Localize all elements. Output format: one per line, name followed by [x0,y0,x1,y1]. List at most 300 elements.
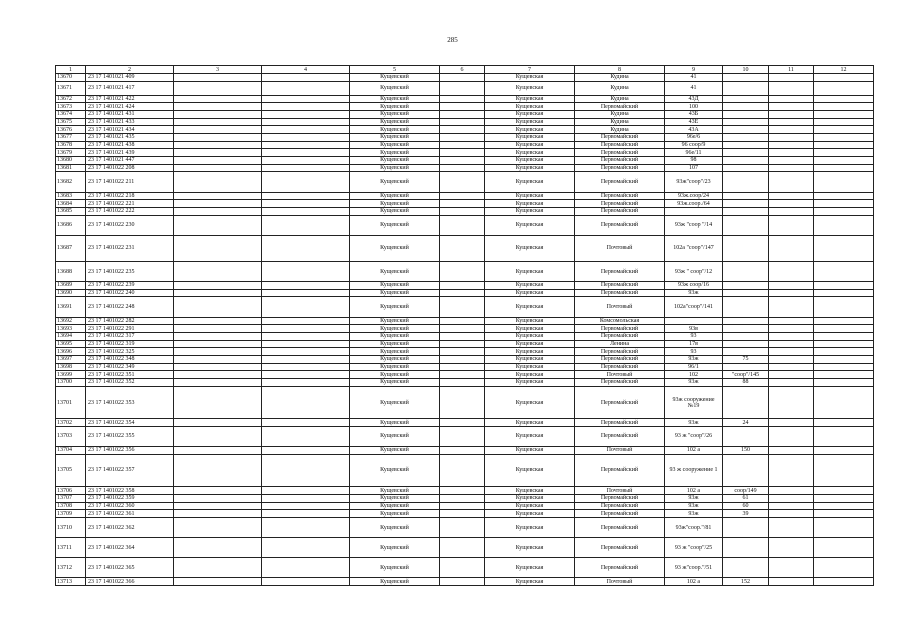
table-row [56,578,874,586]
empty-cell [174,494,262,502]
district: Кущевский [350,502,440,510]
column-header: 3 [174,66,262,74]
cadastral-code: 23 17 1401022 358 [86,487,174,495]
row-id: 13703 [56,426,86,446]
empty-cell [769,332,814,340]
house-number: 96/1 [665,363,723,371]
district: Кущевский [350,200,440,208]
empty-cell [814,356,874,364]
empty-cell [174,363,262,371]
house-number: 93ж соор/16 [665,282,723,290]
empty-cell [440,558,485,578]
row-id: 13676 [56,126,86,134]
cadastral-code: 23 17 1401022 348 [86,356,174,364]
settlement: Кущевская [485,74,575,82]
district: Кущевский [350,348,440,356]
cadastral-code: 23 17 1401021 447 [86,157,174,165]
street: Первомайский [575,157,665,165]
table-row [56,215,874,235]
empty-cell [262,215,350,235]
row-id: 13683 [56,192,86,200]
empty-cell [174,200,262,208]
settlement: Кущевская [485,192,575,200]
settlement: Кущевская [485,419,575,427]
extra-number [723,157,769,165]
district: Кущевский [350,149,440,157]
row-id: 13704 [56,447,86,455]
table-row [56,317,874,325]
empty-cell [440,356,485,364]
settlement: Кущевская [485,325,575,333]
settlement: Кущевская [485,95,575,103]
empty-cell [440,487,485,495]
settlement: Кущевская [485,262,575,282]
empty-cell [814,558,874,578]
extra-number [723,538,769,558]
table-row [56,126,874,134]
empty-cell [262,517,350,537]
house-number: 93 ж"соор."/51 [665,558,723,578]
empty-cell [174,332,262,340]
empty-cell [174,103,262,111]
street: Первомайский [575,454,665,487]
row-id: 13678 [56,141,86,149]
table-row [56,235,874,261]
column-header: 5 [350,66,440,74]
page-number: 285 [447,36,458,44]
row-id: 13674 [56,110,86,118]
settlement: Кущевская [485,454,575,487]
district: Кущевский [350,118,440,126]
empty-cell [814,386,874,419]
table-row [56,454,874,487]
empty-cell [769,200,814,208]
empty-cell [262,332,350,340]
empty-cell [174,215,262,235]
empty-cell [769,363,814,371]
settlement: Кущевская [485,348,575,356]
empty-cell [769,172,814,192]
empty-cell [174,81,262,95]
extra-number [723,332,769,340]
street: Первомайский [575,192,665,200]
extra-number [723,200,769,208]
row-id: 13702 [56,419,86,427]
settlement: Кущевская [485,215,575,235]
cadastral-code: 23 17 1401022 291 [86,325,174,333]
settlement: Кущевская [485,164,575,172]
empty-cell [174,134,262,142]
empty-cell [769,426,814,446]
empty-cell [769,502,814,510]
empty-cell [440,282,485,290]
empty-cell [769,95,814,103]
table-row [56,487,874,495]
street: Первомайский [575,348,665,356]
settlement: Кущевская [485,386,575,419]
empty-cell [174,141,262,149]
row-id: 13710 [56,517,86,537]
row-id: 13682 [56,172,86,192]
empty-cell [262,426,350,446]
empty-cell [174,454,262,487]
row-id: 13709 [56,510,86,518]
empty-cell [440,215,485,235]
cadastral-code: 23 17 1401022 365 [86,558,174,578]
street: Первомайский [575,289,665,297]
empty-cell [814,164,874,172]
district: Кущевский [350,215,440,235]
house-number: 102 а [665,447,723,455]
settlement: Кущевская [485,426,575,446]
street: Первомайский [575,426,665,446]
street: Почтовый [575,371,665,379]
district: Кущевский [350,510,440,518]
district: Кущевский [350,419,440,427]
empty-cell [262,558,350,578]
empty-cell [440,379,485,387]
district: Кущевский [350,141,440,149]
house-number: 107 [665,164,723,172]
empty-cell [440,538,485,558]
district: Кущевский [350,538,440,558]
empty-cell [814,95,874,103]
street: Кудина [575,81,665,95]
cadastral-code: 23 17 1401021 435 [86,134,174,142]
empty-cell [440,317,485,325]
table-row [56,262,874,282]
street: Первомайский [575,386,665,419]
empty-cell [769,578,814,586]
empty-cell [440,325,485,333]
empty-cell [262,149,350,157]
empty-cell [769,149,814,157]
house-number: 93 [665,348,723,356]
table-row [56,447,874,455]
extra-number: 60 [723,502,769,510]
settlement: Кущевская [485,558,575,578]
district: Кущевский [350,356,440,364]
empty-cell [814,118,874,126]
extra-number [723,363,769,371]
table-row [56,81,874,95]
street: Первомайский [575,517,665,537]
street: Первомайский [575,558,665,578]
extra-number [723,517,769,537]
row-id: 13698 [56,363,86,371]
empty-cell [769,282,814,290]
house-number: 102а "соор"/147 [665,235,723,261]
house-number: 41 [665,81,723,95]
settlement: Кущевская [485,510,575,518]
cadastral-code: 23 17 1401022 240 [86,289,174,297]
empty-cell [262,289,350,297]
table-row [56,379,874,387]
street: Первомайский [575,356,665,364]
empty-cell [814,235,874,261]
settlement: Кущевская [485,487,575,495]
settlement: Кущевская [485,538,575,558]
empty-cell [440,578,485,586]
district: Кущевский [350,262,440,282]
empty-cell [440,207,485,215]
house-number: 43А [665,126,723,134]
empty-cell [440,235,485,261]
empty-cell [440,164,485,172]
empty-cell [262,317,350,325]
empty-cell [262,340,350,348]
table-row [56,164,874,172]
street: Ленина [575,340,665,348]
empty-cell [769,289,814,297]
table-row [56,356,874,364]
cadastral-code: 23 17 1401021 431 [86,110,174,118]
empty-cell [440,447,485,455]
empty-cell [174,356,262,364]
cadastral-code: 23 17 1401021 434 [86,126,174,134]
house-number: 102 а [665,487,723,495]
table-row [56,207,874,215]
empty-cell [262,379,350,387]
empty-cell [814,340,874,348]
row-id: 13685 [56,207,86,215]
empty-cell [814,510,874,518]
house-number: 93ж"соор"/23 [665,172,723,192]
empty-cell [174,325,262,333]
row-id: 13693 [56,325,86,333]
street: Первомайский [575,215,665,235]
empty-cell [814,172,874,192]
extra-number [723,289,769,297]
cadastral-code: 23 17 1401022 361 [86,510,174,518]
settlement: Кущевская [485,235,575,261]
house-number: 43Б [665,110,723,118]
column-header: 4 [262,66,350,74]
extra-number: 61 [723,494,769,502]
settlement: Кущевская [485,356,575,364]
cadastral-code: 23 17 1401022 239 [86,282,174,290]
table-row [56,192,874,200]
cadastral-code: 23 17 1401022 362 [86,517,174,537]
cadastral-code: 23 17 1401022 352 [86,379,174,387]
cadastral-code: 23 17 1401022 282 [86,317,174,325]
empty-cell [814,325,874,333]
house-number: 93 ж сооружение 1 [665,454,723,487]
empty-cell [174,192,262,200]
empty-cell [440,126,485,134]
empty-cell [262,118,350,126]
table-row [56,371,874,379]
extra-number [723,126,769,134]
district: Кущевский [350,325,440,333]
street: Первомайский [575,502,665,510]
empty-cell [174,487,262,495]
empty-cell [262,454,350,487]
empty-cell [814,538,874,558]
district: Кущевский [350,454,440,487]
empty-cell [174,502,262,510]
district: Кущевский [350,103,440,111]
table-row [56,517,874,537]
settlement: Кущевская [485,317,575,325]
cadastral-code: 23 17 1401022 231 [86,235,174,261]
street: Кудина [575,95,665,103]
row-id: 13686 [56,215,86,235]
extra-number [723,386,769,419]
extra-number [723,215,769,235]
house-number: 93ж [665,289,723,297]
cadastral-code: 23 17 1401022 359 [86,494,174,502]
house-number: 17в [665,340,723,348]
settlement: Кущевская [485,332,575,340]
extra-number [723,141,769,149]
district: Кущевский [350,578,440,586]
empty-cell [174,340,262,348]
empty-cell [262,538,350,558]
empty-cell [174,289,262,297]
column-header: 7 [485,66,575,74]
empty-cell [174,379,262,387]
empty-cell [174,348,262,356]
district: Кущевский [350,297,440,317]
empty-cell [769,371,814,379]
cadastral-code: 23 17 1401022 319 [86,340,174,348]
row-id: 13713 [56,578,86,586]
district: Кущевский [350,379,440,387]
settlement: Кущевская [485,200,575,208]
settlement: Кущевская [485,126,575,134]
settlement: Кущевская [485,207,575,215]
table-row [56,103,874,111]
district: Кущевский [350,164,440,172]
table-row [56,502,874,510]
house-number: 102а"соор"/141 [665,297,723,317]
extra-number [723,235,769,261]
empty-cell [440,192,485,200]
empty-cell [769,340,814,348]
cadastral-code: 23 17 1401022 317 [86,332,174,340]
extra-number [723,103,769,111]
cadastral-code: 23 17 1401022 357 [86,454,174,487]
table-row [56,340,874,348]
empty-cell [440,149,485,157]
table-row [56,172,874,192]
row-id: 13708 [56,502,86,510]
district: Кущевский [350,207,440,215]
street: Почтовый [575,297,665,317]
extra-number [723,110,769,118]
table-row [56,538,874,558]
empty-cell [262,126,350,134]
empty-cell [262,192,350,200]
empty-cell [440,157,485,165]
extra-number [723,340,769,348]
empty-cell [769,348,814,356]
district: Кущевский [350,157,440,165]
empty-cell [440,502,485,510]
empty-cell [814,447,874,455]
empty-cell [262,81,350,95]
empty-cell [769,419,814,427]
street: Первомайский [575,419,665,427]
empty-cell [814,207,874,215]
settlement: Кущевская [485,157,575,165]
column-header: 9 [665,66,723,74]
empty-cell [262,419,350,427]
empty-cell [814,426,874,446]
cadastral-code: 23 17 1401022 230 [86,215,174,235]
empty-cell [440,95,485,103]
settlement: Кущевская [485,110,575,118]
empty-cell [814,317,874,325]
row-id: 13705 [56,454,86,487]
house-number [665,317,723,325]
cadastral-code: 23 17 1401022 351 [86,371,174,379]
empty-cell [262,325,350,333]
table-row [56,110,874,118]
empty-cell [769,510,814,518]
table-row [56,325,874,333]
empty-cell [440,332,485,340]
district: Кущевский [350,282,440,290]
row-id: 13694 [56,332,86,340]
column-number-row [56,66,874,74]
extra-number [723,207,769,215]
empty-cell [262,578,350,586]
empty-cell [769,454,814,487]
empty-cell [440,454,485,487]
house-number: 102 [665,371,723,379]
table-row [56,494,874,502]
empty-cell [174,317,262,325]
empty-cell [174,157,262,165]
empty-cell [174,558,262,578]
empty-cell [262,510,350,518]
row-id: 13671 [56,81,86,95]
settlement: Кущевская [485,149,575,157]
empty-cell [174,517,262,537]
extra-number [723,149,769,157]
column-header: 1 [56,66,86,74]
column-header: 2 [86,66,174,74]
empty-cell [769,297,814,317]
district: Кущевский [350,134,440,142]
district: Кущевский [350,192,440,200]
row-id: 13711 [56,538,86,558]
street: Первомайский [575,332,665,340]
empty-cell [769,487,814,495]
empty-cell [262,74,350,82]
house-number: 93ж.соор./64 [665,200,723,208]
column-header: 6 [440,66,485,74]
district: Кущевский [350,95,440,103]
empty-cell [440,340,485,348]
district: Кущевский [350,363,440,371]
column-header: 8 [575,66,665,74]
street: Первомайский [575,262,665,282]
table-row [56,134,874,142]
district: Кущевский [350,426,440,446]
cadastral-code: 23 17 1401022 208 [86,164,174,172]
empty-cell [262,103,350,111]
row-id: 13692 [56,317,86,325]
house-number: 96е/6 [665,134,723,142]
empty-cell [814,348,874,356]
empty-cell [814,419,874,427]
settlement: Кущевская [485,118,575,126]
extra-number [723,118,769,126]
empty-cell [814,110,874,118]
